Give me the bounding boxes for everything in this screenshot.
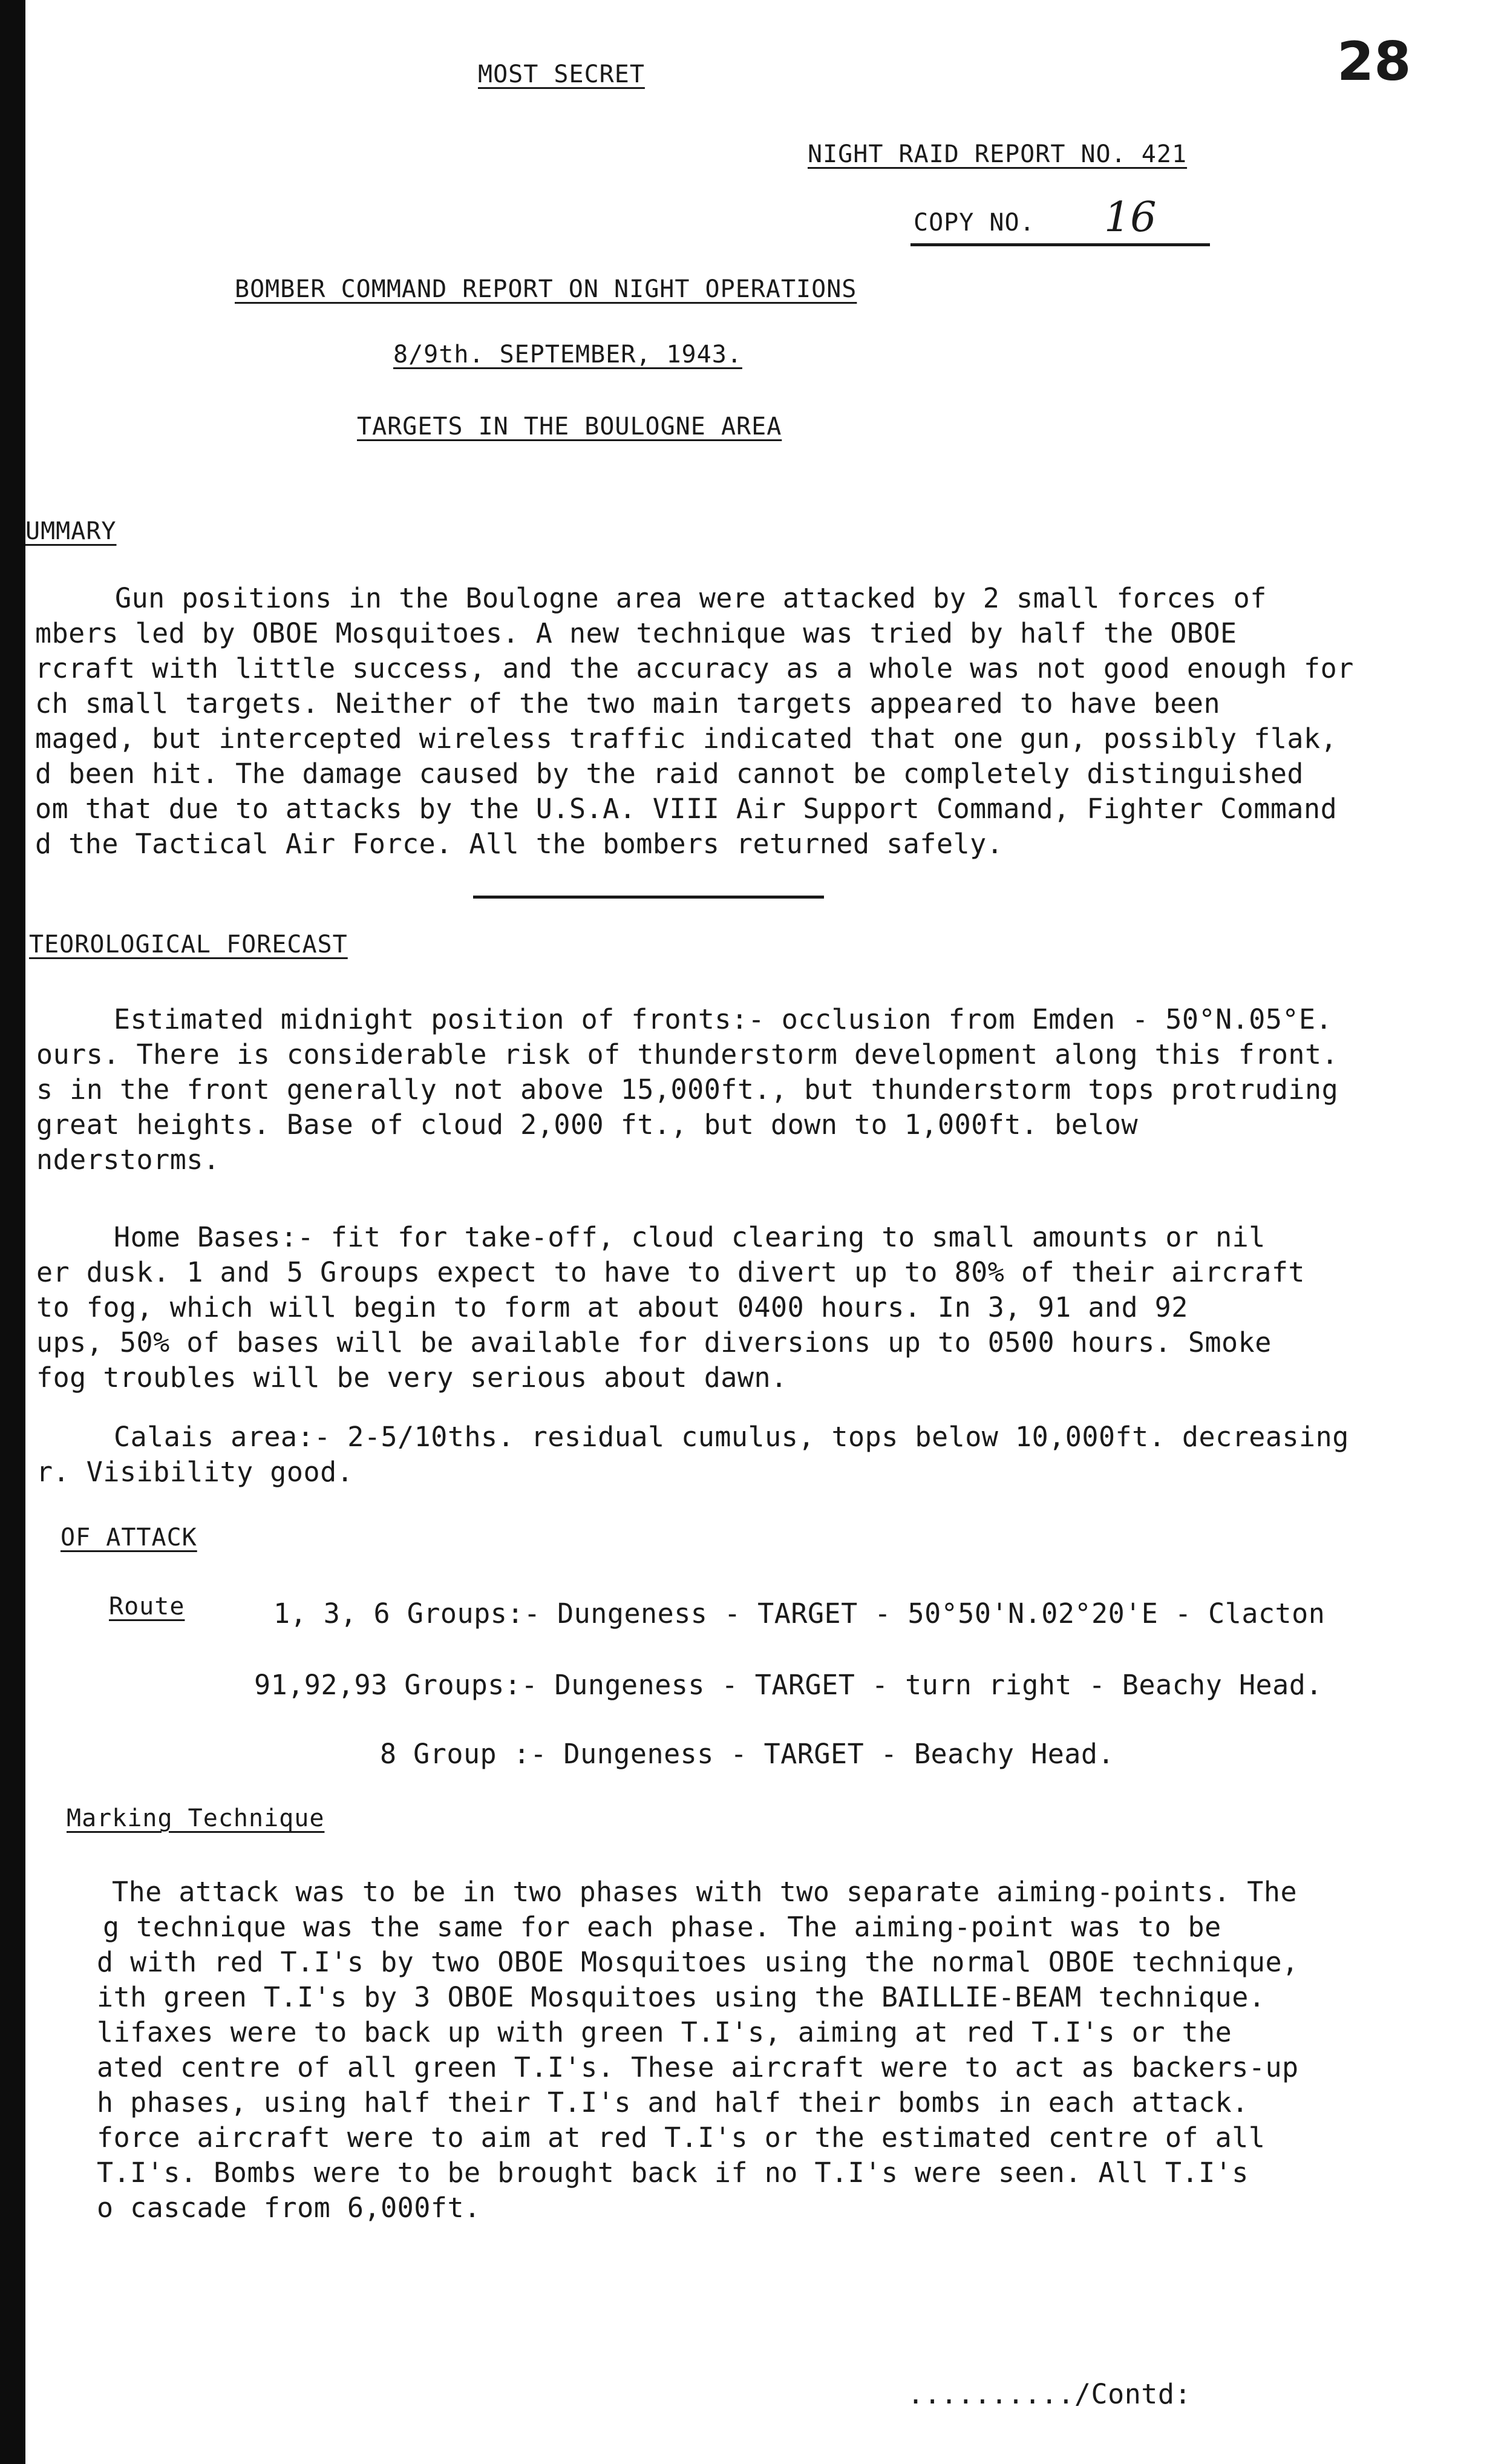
marking-line: ated centre of all green T.I's. These aircraft were to act as backers-up (97, 2051, 1299, 2083)
summary-line: ch small targets. Neither of the two main targets appeared to have been (35, 687, 1221, 719)
route-line: 8 Group :- Dungeness - TARGET - Beachy Head. (380, 1738, 1115, 1770)
page-number: 28 (1337, 30, 1411, 93)
marking-line: g technique was the same for each phase. The aiming-point was to be (103, 1911, 1221, 1943)
copy-underline (910, 243, 1210, 246)
forecast-line: Calais area:- 2-5/10ths. residual cumulus, tops below 10,000ft. decreasing (114, 1421, 1349, 1453)
forecast-line: s in the front generally not above 15,000ft., but thunderstorm tops protruding (36, 1073, 1339, 1106)
binding-edge (0, 0, 25, 2464)
copy-number: 16 (1104, 194, 1157, 241)
summary-line: d the Tactical Air Force. All the bombers returned safely. (35, 828, 1004, 860)
continued-note: ........../Contd: (907, 2378, 1192, 2410)
forecast-line: er dusk. 1 and 5 Groups expect to have to divert up to 80% of their aircraft (36, 1256, 1306, 1288)
marking-technique-heading: Marking Technique (67, 1804, 325, 1832)
summary-line: om that due to attacks by the U.S.A. VIII Air Support Command, Fighter Command (35, 793, 1338, 825)
forecast-line: great heights. Base of cloud 2,000 ft., but down to 1,000ft. below (36, 1109, 1139, 1141)
forecast-line: fog troubles will be very serious about dawn. (36, 1361, 788, 1394)
route-line: 91,92,93 Groups:- Dungeness - TARGET - turn right - Beachy Head. (254, 1669, 1322, 1701)
forecast-line: to fog, which will begin to form at about 0400 hours. In 3, 91 and 92 (36, 1291, 1188, 1323)
marking-line: h phases, using half their T.I's and half their bombs in each attack. (97, 2086, 1249, 2118)
forecast-line: nderstorms. (36, 1144, 220, 1176)
forecast-line: Home Bases:- fit for take-off, cloud clearing to small amounts or nil (114, 1221, 1266, 1253)
marking-line: d with red T.I's by two OBOE Mosquitoes using the normal OBOE technique, (97, 1946, 1299, 1978)
forecast-line: Estimated midnight position of fronts:- occlusion from Emden - 50°N.05°E. (114, 1003, 1333, 1035)
route-label: Route (109, 1593, 185, 1620)
marking-line: T.I's. Bombs were to be brought back if no T.I's were seen. All T.I's (97, 2157, 1249, 2189)
summary-line: rcraft with little success, and the accuracy as a whole was not good enough for (35, 652, 1354, 684)
marking-line: ith green T.I's by 3 OBOE Mosquitoes using the BAILLIE-BEAM technique. (97, 1981, 1266, 2013)
section-divider (473, 896, 824, 899)
marking-line: o cascade from 6,000ft. (97, 2192, 481, 2224)
forecast-line: r. Visibility good. (36, 1456, 354, 1488)
classification-label: MOST SECRET (478, 61, 645, 88)
report-number: NIGHT RAID REPORT NO. 421 (808, 140, 1188, 168)
marking-line: The attack was to be in two phases with two separate aiming-points. The (112, 1876, 1298, 1908)
report-title: BOMBER COMMAND REPORT ON NIGHT OPERATIONS (235, 275, 857, 303)
summary-line: d been hit. The damage caused by the raid cannot be completely distinguished (35, 758, 1304, 790)
marking-line: lifaxes were to back up with green T.I's, aiming at red T.I's or the (97, 2016, 1232, 2048)
marking-line: force aircraft were to aim at red T.I's or the estimated centre of all (97, 2122, 1266, 2154)
route-line: 1, 3, 6 Groups:- Dungeness - TARGET - 50°50'N.02°20'E - Clacton (273, 1597, 1326, 1630)
forecast-line: ups, 50% of bases will be available for diversions up to 0500 hours. Smoke (36, 1326, 1272, 1358)
report-subtitle: TARGETS IN THE BOULOGNE AREA (357, 413, 782, 441)
summary-heading: UMMARY (25, 517, 117, 545)
forecast-line: ours. There is considerable risk of thunderstorm development along this front. (36, 1038, 1339, 1070)
plan-heading: OF ATTACK (60, 1524, 197, 1551)
copy-label: COPY NO. (914, 209, 1035, 237)
report-date: 8/9th. SEPTEMBER, 1943. (393, 341, 742, 369)
meteorological-heading: TEOROLOGICAL FORECAST (29, 931, 348, 958)
summary-line: Gun positions in the Boulogne area were attacked by 2 small forces of (115, 582, 1267, 614)
summary-line: mbers led by OBOE Mosquitoes. A new technique was tried by half the OBOE (35, 617, 1237, 649)
summary-line: maged, but intercepted wireless traffic indicated that one gun, possibly flak, (35, 722, 1338, 755)
